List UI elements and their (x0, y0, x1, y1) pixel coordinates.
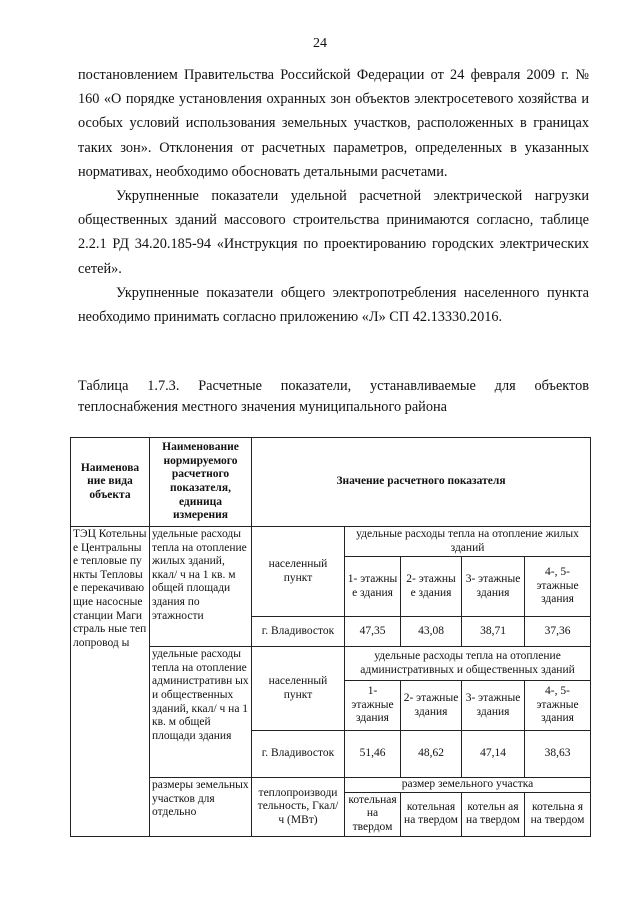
block1-value-3: 38,71 (462, 617, 525, 647)
block2-value-3: 47,14 (462, 731, 525, 778)
block3-col-1: котельная на твердом (345, 792, 401, 836)
block2-group-header: удельные расходы тепла на отопление административных и общественных зданий (345, 647, 591, 681)
page-number: 24 (313, 36, 327, 51)
header-value: Значение расчетного показателя (252, 438, 591, 527)
body-text (78, 63, 589, 329)
block1-col-3: 3- этажные здания (462, 557, 525, 617)
block1-indicator: удельные расходы тепла на отопление жилых зданий, ккал/ ч на 1 кв. м общей площади здания по этажности (150, 527, 252, 647)
block1-value-2: 43,08 (401, 617, 462, 647)
block2-col-3: 3- этажные здания (462, 681, 525, 731)
heat-supply-table (70, 437, 591, 837)
block1-value-4: 37,36 (525, 617, 591, 647)
paragraph-3: Укрупненные показатели общего электропотребления населенного пункта необходимо принимать согласно приложению «Л» СП 42.13330.2016. (78, 284, 589, 326)
header-object-type: Наименова ние вида объекта (71, 438, 150, 527)
paragraph-1: постановлением Правительства Российской Федерации от 24 февраля 2009 г. № 160 «О порядке установления охранных зон объектов электросетевого хозяйства и особых условий использования земельных участков, расположенных в границах таких зон». Отклонения от расчетных параметров, определенных в указанных нормативах, необходимо обосновать детальными расчетами. (78, 67, 589, 180)
block2-city: г. Владивосток (252, 731, 345, 778)
block2-col-4: 4-, 5- этажные здания (525, 681, 591, 731)
block3-col-4: котельна я на твердом (525, 792, 591, 836)
block3-col-3: котельн ая на твердом (462, 792, 525, 836)
block3-indicator: размеры земельных участков для отдельно (150, 778, 252, 837)
block1-col-4: 4-, 5- этажные здания (525, 557, 591, 617)
table-caption: Таблица 1.7.3. Расчетные показатели, устанавливаемые для объектов теплоснабжения местного значения муниципального района (78, 378, 589, 415)
block3-productivity: теплопроизводи тельность, Гкал/ ч (МВт) (252, 778, 345, 837)
block1-city: г. Владивосток (252, 617, 345, 647)
block1-col-1: 1- этажны е здания (345, 557, 401, 617)
block2-indicator: удельные расходы тепла на отопление административн ых и общественных зданий, ккал/ ч на 1 кв. м общей площади здания (150, 647, 252, 778)
block2-col-2: 2- этажные здания (401, 681, 462, 731)
object-types-cell: ТЭЦ Котельные Центральны е тепловые пункты Тепловые перекачиваю щие насосные станции Магистраль ные теплопровод ы (71, 527, 150, 837)
block1-value-1: 47,35 (345, 617, 401, 647)
block2-value-4: 38,63 (525, 731, 591, 778)
block2-settlement-label: населенный пункт (252, 647, 345, 731)
block2-value-2: 48,62 (401, 731, 462, 778)
header-indicator: Наименование нормируемого расчетного показателя, единица измерения (150, 438, 252, 527)
paragraph-2: Укрупненные показатели удельной расчетной электрической нагрузки общественных зданий массового строительства принимаются согласно, таблице 2.2.1 РД 34.20.185-94 «Инструкция по проектированию городских электрических сетей». (78, 188, 589, 277)
block1-group-header: удельные расходы тепла на отопление жилых зданий (345, 527, 591, 557)
block1-settlement-label: населенный пункт (252, 527, 345, 617)
block3-col-2: котельная на твердом (401, 792, 462, 836)
block1-col-2: 2- этажны е здания (401, 557, 462, 617)
block2-value-1: 51,46 (345, 731, 401, 778)
block2-col-1: 1- этажные здания (345, 681, 401, 731)
block3-group-header: размер земельного участка (345, 778, 591, 793)
